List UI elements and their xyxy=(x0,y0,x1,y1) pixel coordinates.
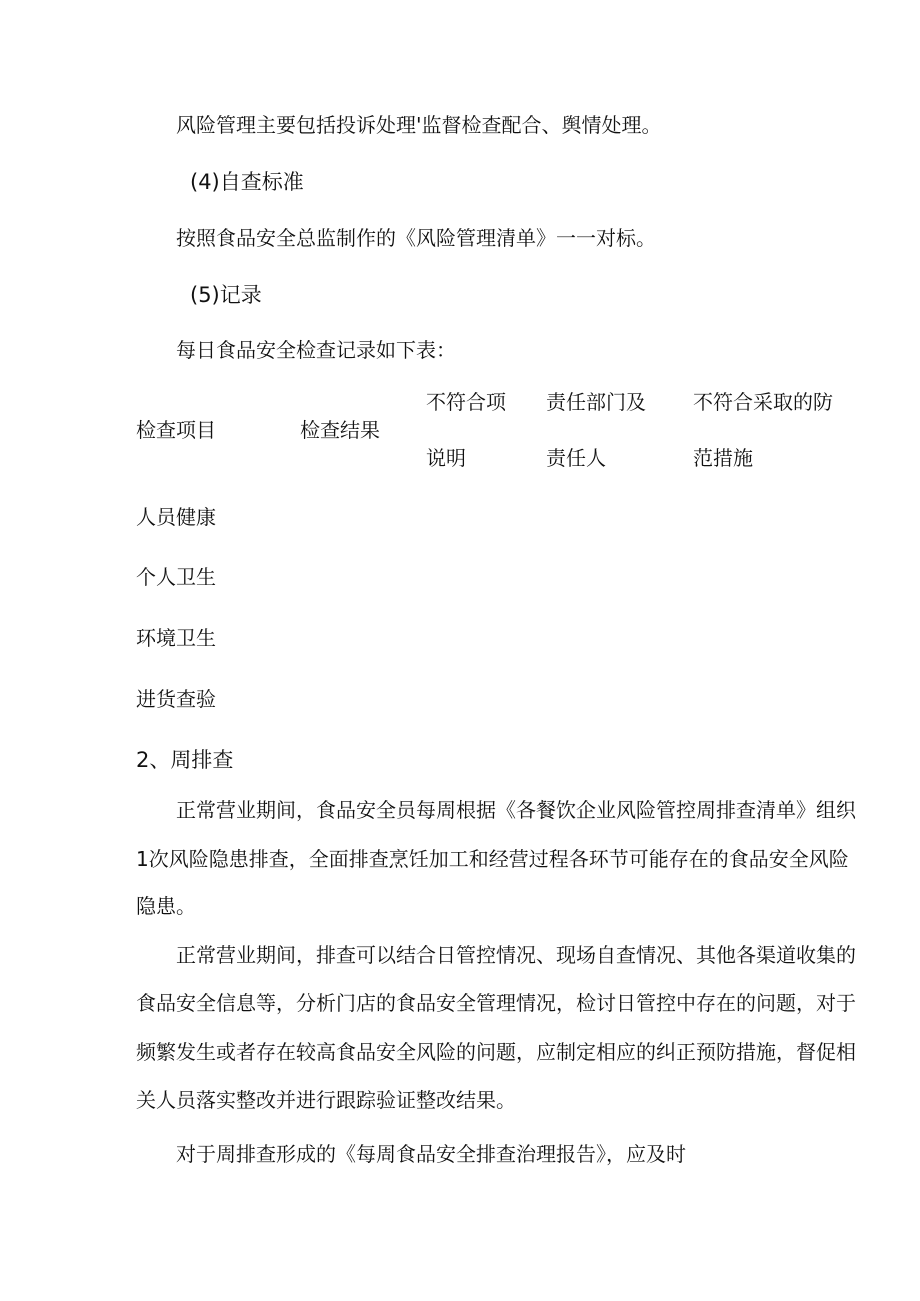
col-header-measures-line1: 不符合采取的防 xyxy=(693,390,833,414)
standard-text: 按照食品安全总监制作的《风险管理清单》一一对标。 xyxy=(176,226,656,250)
paragraph-line: 关人员落实整改并进行跟踪验证整改结果。 xyxy=(136,1088,516,1112)
paragraph-line: 对于周排查形成的《每周食品安全排查治理报告》，应及时 xyxy=(176,1142,686,1166)
paragraph-line: 正常营业期间，食品安全员每周根据《各餐饮企业风险管控周排查清单》组织 xyxy=(176,798,856,822)
col-header-nonconform-line1: 不符合项 xyxy=(426,390,506,414)
heading-record: (5)记录 xyxy=(190,283,262,307)
table-row: 人员健康 xyxy=(136,505,216,529)
heading-weekly-check: 2、周排查 xyxy=(136,748,234,772)
col-header-dept-line2: 责任人 xyxy=(546,446,606,470)
col-header-nonconform-line2: 说明 xyxy=(426,446,466,470)
paragraph-line: 食品安全信息等，分析门店的食品安全管理情况，检讨日管控中存在的问题，对于 xyxy=(136,991,856,1015)
paragraph-line: 频繁发生或者存在较高食品安全风险的问题，应制定相应的纠正预防措施，督促相 xyxy=(136,1040,856,1064)
paragraph-line: 隐患。 xyxy=(136,894,196,918)
col-header-item: 检查项目 xyxy=(136,418,216,442)
col-header-result: 检查结果 xyxy=(300,418,380,442)
paragraph-line: 1次风险隐患排查，全面排查烹饪加工和经营过程各环节可能存在的食品安全风险 xyxy=(136,847,849,871)
heading-self-check-standard: (4)自查标准 xyxy=(190,170,304,194)
col-header-dept-line1: 责任部门及 xyxy=(546,390,646,414)
table-row: 进货查验 xyxy=(136,687,216,711)
col-header-measures-line2: 范措施 xyxy=(693,446,753,470)
table-row: 环境卫生 xyxy=(136,626,216,650)
table-row: 个人卫生 xyxy=(136,565,216,589)
record-intro: 每日食品安全检查记录如下表： xyxy=(176,338,456,362)
risk-management-text: 风险管理主要包括投诉处理'监督检查配合、舆情处理。 xyxy=(176,113,662,137)
paragraph-line: 正常营业期间，排查可以结合日管控情况、现场自查情况、其他各渠道收集的 xyxy=(176,943,856,967)
